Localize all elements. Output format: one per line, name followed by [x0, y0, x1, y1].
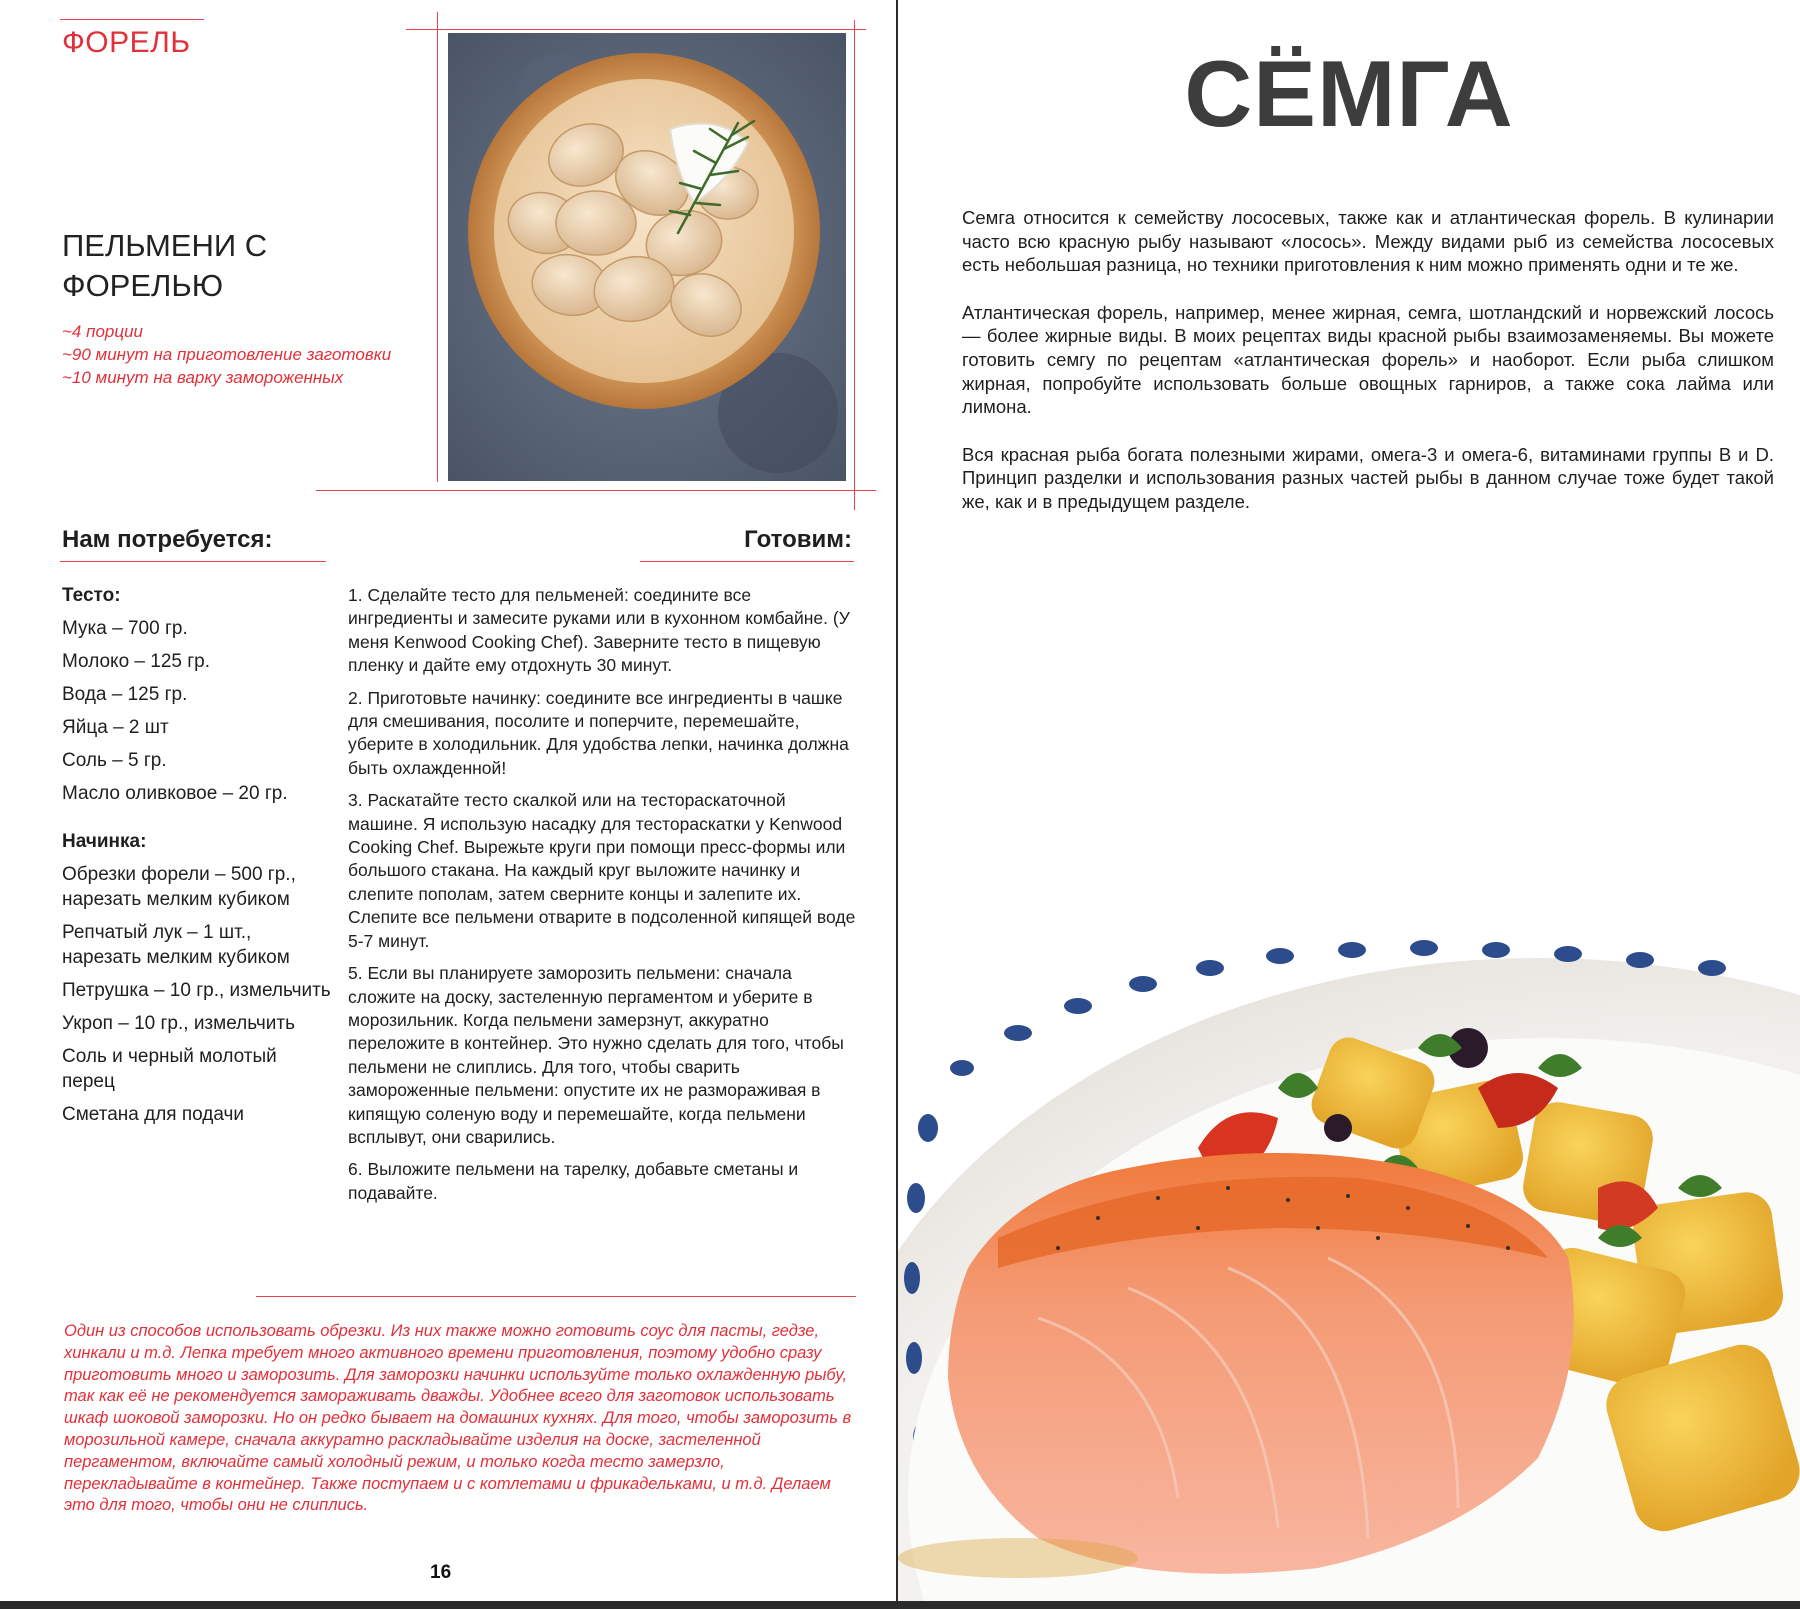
recipe-meta: [62, 320, 422, 389]
ingredient-group-dough: [62, 584, 332, 806]
ingredient-item: Сметана для подачи: [62, 1104, 245, 1125]
cooking-step: 6. Выложите пельмени на тарелку, добавьте сметаны и подавайте.: [348, 1159, 799, 1203]
meta-cook-time: ~10 минут на варку замороженных: [62, 368, 344, 387]
ingredient-item: Яйца – 2 шт: [62, 717, 169, 738]
photo-frame-right-rule: [854, 20, 855, 510]
section-tag: ФОРЕЛЬ: [62, 26, 191, 59]
ingredients-heading: Нам потребуется:: [62, 526, 273, 553]
cooking-step: 5. Если вы планируете заморозить пельмени: сначала сложите на доску, застеленную пергаментом и уберите в морозильник. Когда пельмени замерзнут, аккуратно переложите в контейнер. Это нужно сделать для того, чтобы пельмени не слиплись. Для того, чтобы сварить замороженные пельмени: опустите их не размораживая в кипящую соленую воду и перемешайте, когда пельмени всплывут, они сварились.: [348, 963, 844, 1147]
photo-frame-bottom-rule: [316, 490, 876, 491]
dumplings-photo: [448, 33, 846, 481]
cook-heading-rule: [640, 561, 854, 562]
meta-servings: ~4 порции: [62, 322, 143, 341]
viewer-bottom-bar: [0, 1601, 1800, 1609]
intro-paragraph: Атлантическая форель, например, менее жирная, семга, шотландский и норвежский лосось — более жирные виды. В моих рецептах виды красной рыбы взаимозаменяемы. Вы можете готовить семгу по рецептам «атлантическая форель» и наоборот. Если рыба слишком жирная, попробуйте использовать больше овощных гарниров, а также сока лайма или лимона.: [962, 301, 1774, 418]
ingredient-item: Молоко – 125 гр.: [62, 651, 211, 672]
ingredient-item: Масло оливковое – 20 гр.: [62, 783, 288, 804]
meta-prep-time: ~90 минут на приготовление заготовки: [62, 345, 392, 364]
ingredient-item: Соль и черный молотый перец: [62, 1046, 277, 1092]
right-page: [898, 0, 1800, 1601]
ingredients-heading-rule: [60, 561, 326, 562]
cooking-step: 2. Приготовьте начинку: соедините все ингредиенты в чашке для смешивания, посолите и поперчите, перемешайте, уберите в холодильник. Для удобства лепки, начинка должна быть охлажденной!: [348, 687, 849, 778]
note-rule: [256, 1296, 856, 1297]
cooking-step: 1. Сделайте тесто для пельменей: соедините все ингредиенты и замесите руками или в кухонном комбайне. (У меня Kenwood Cooking Chef). Заверните тесто в пищевую пленку и дайте ему отдохнуть 30 минут.: [348, 585, 850, 676]
cook-heading: Готовим:: [744, 526, 852, 553]
photo-frame-left-rule: [437, 12, 438, 482]
chapter-intro: [962, 206, 1774, 538]
ingredient-item: Соль – 5 гр.: [62, 750, 167, 771]
ingredient-item: Обрезки форели – 500 гр., нарезать мелким кубиком: [62, 864, 296, 910]
ingredients-list: [62, 584, 332, 1135]
ingredient-item: Укроп – 10 гр., измельчить: [62, 1013, 295, 1034]
intro-paragraph: Вся красная рыба богата полезными жирами, омега-3 и омега-6, витаминами группы B и D. Принцип разделки и использования разных частей рыбы в данном случае тоже будет такой же, как и в предыдущем разделе.: [962, 443, 1774, 512]
page-number: 16: [430, 1562, 452, 1583]
ingredient-group-filling: [62, 830, 332, 1127]
ingredient-item: Вода – 125 гр.: [62, 684, 188, 705]
ingredient-group-title: Тесто:: [62, 585, 121, 606]
photo-frame-top-rule: [406, 29, 866, 30]
recipe-title: ПЕЛЬМЕНИ С ФОРЕЛЬЮ: [62, 228, 268, 303]
intro-paragraph: Семга относится к семейству лососевых, также как и атлантическая форель. В кулинарии часто всю красную рыбу называют «лосось». Между видами рыб из семейства лососевых есть небольшая разница, но техники приготовления к ним можно применять одни и те же.: [962, 207, 1774, 276]
left-page: [0, 0, 896, 1601]
ingredient-item: Петрушка – 10 гр., измельчить: [62, 980, 331, 1001]
ingredient-item: Мука – 700 гр.: [62, 618, 188, 639]
tag-rule: [60, 19, 204, 20]
cooking-step: 3. Раскатайте тесто скалкой или на тестораскаточной машине. Я использую насадку для тестораскатки у Kenwood Cooking Chef. Вырежьте круги при помощи пресс-формы или большого стакана. На каждый круг выложите начинку и слепите пополам, затем сверните концы и залепите их. Слепите все пельмени отварите в подсоленной кипящей воде 5-7 минут.: [348, 790, 856, 951]
chapter-title: СЁМГА: [1184, 41, 1514, 146]
salmon-photo: [898, 938, 1800, 1601]
ingredient-group-title: Начинка:: [62, 831, 147, 852]
tip-note: Один из способов использовать обрезки. Из них также можно готовить соус для пасты, гедзе, хинкали и т.д. Лепка требует много активного времени приготовления, поэтому удобно сразу приготовить много и заморозить. Для заморозки начинки используйте только охлажденную рыбу, так как её не рекомендуется замораживать дважды. Удобнее всего для заготовок использовать шкаф шоковой заморозки. Но он редко бывает на домашних кухнях. Для того, чтобы заморозить в морозильной камере, сначала аккуратно раскладывайте изделия на доске, застеленной пергаментом, включайте самый холодный режим, и только когда тесто замерзло, перекладывайте в контейнер. Также поступаем и с котлетами и фрикадельками, и т.д. Делаем это для того, чтобы они не слиплись.: [64, 1322, 852, 1515]
ingredient-item: Репчатый лук – 1 шт., нарезать мелким кубиком: [62, 922, 290, 968]
cooking-steps: [348, 584, 858, 1214]
